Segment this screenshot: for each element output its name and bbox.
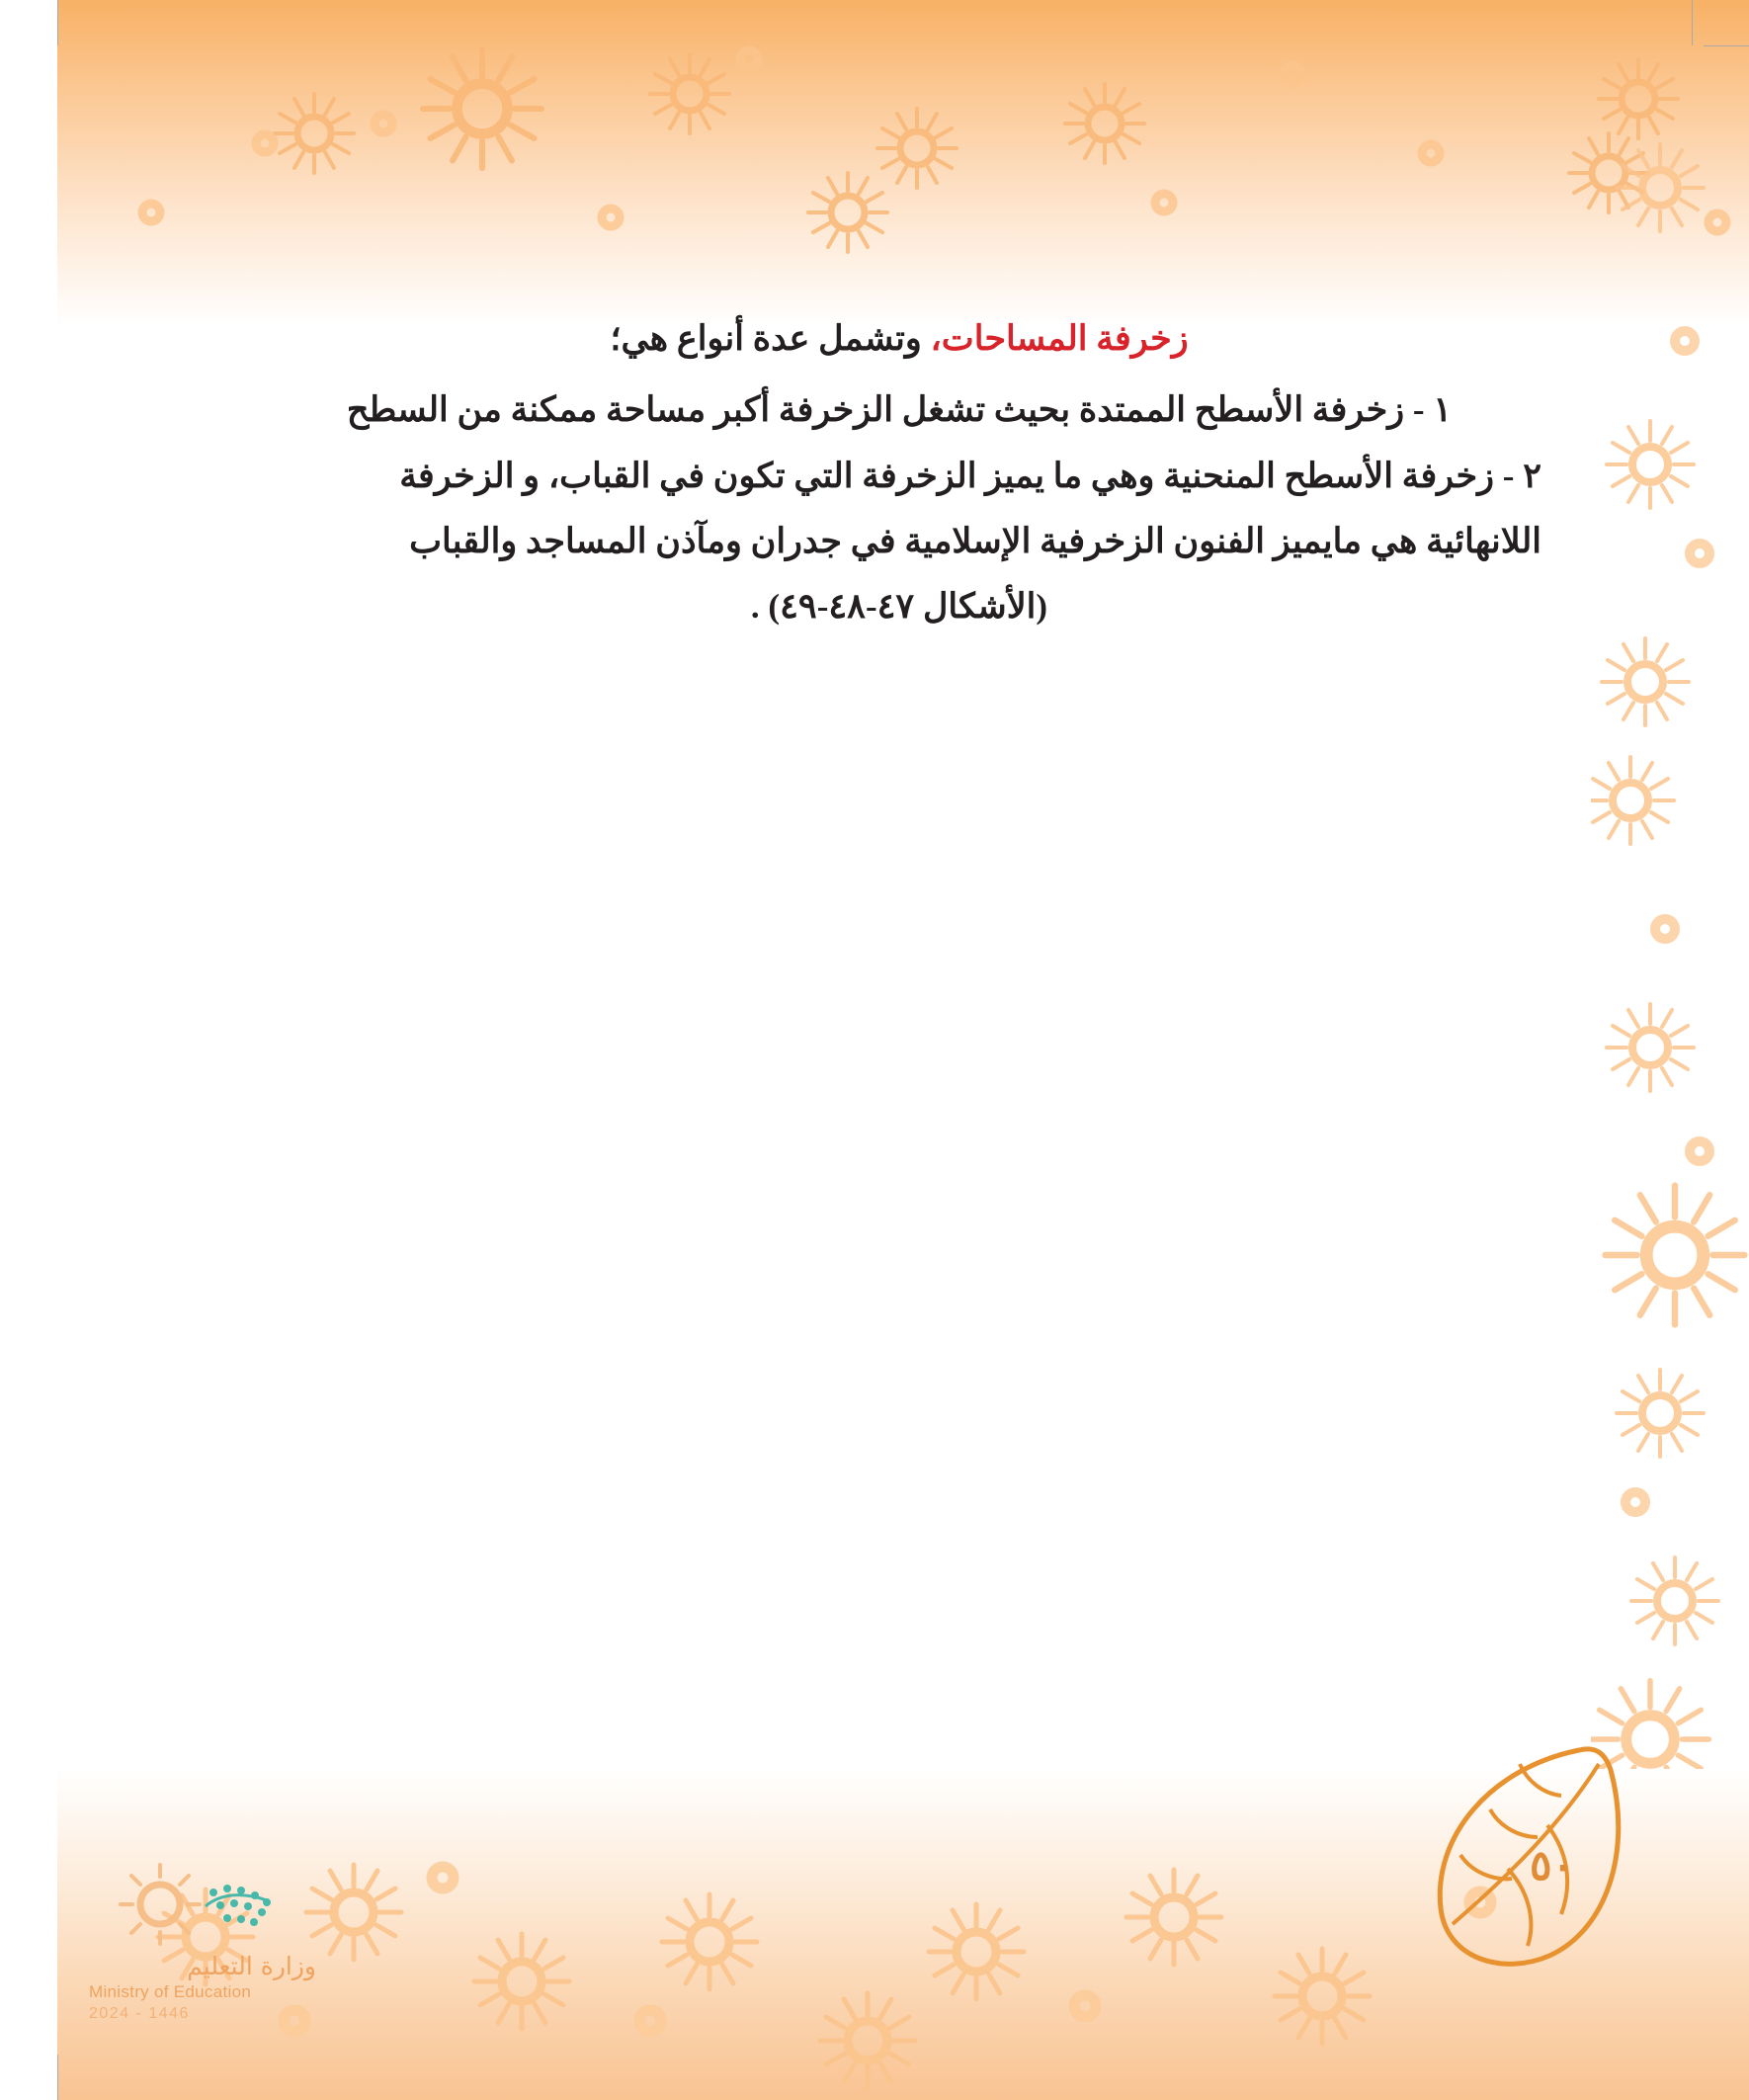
section-lead-line xyxy=(257,312,1541,366)
page-number: ٥٠ xyxy=(1530,1844,1575,1890)
page-left-margin xyxy=(0,0,57,2100)
ministry-years: 2024 - 1446 xyxy=(89,2005,190,2022)
ministry-emblem-icon xyxy=(119,1863,316,1948)
crop-mark-bottom-left xyxy=(57,2055,58,2100)
lesson-text-block xyxy=(257,312,1541,641)
list-item-2-line-1: ٢ - زخرفة الأسطح المنحنية وهي ما يميز الزخرفة التي تكون في القباب، و الزخرفة xyxy=(399,456,1541,495)
ministry-name-en: Ministry of Education xyxy=(89,1982,252,2001)
list-item-1: ١ - زخرفة الأسطح الممتدة بحيث تشغل الزخرفة أكبر مساحة ممكنة من السطح xyxy=(346,390,1453,430)
crop-mark-right-top xyxy=(1704,45,1749,46)
page-number-badge xyxy=(1413,1734,1650,1981)
crop-mark-top-right xyxy=(1692,0,1693,45)
crop-mark-top-left xyxy=(57,0,58,45)
section-lead-rest: وتشمل عدة أنواع هي؛ xyxy=(610,319,931,358)
ministry-name-ar: وزارة التعليم xyxy=(187,1952,316,1980)
ministry-logo xyxy=(89,1863,316,2023)
top-floral-pattern-icon xyxy=(57,0,1749,326)
figure-reference: (الأشكال ٤٧-٤٨-٤٩) . xyxy=(750,587,1048,627)
top-decorative-band xyxy=(57,0,1749,326)
section-highlight-term: زخرفة المساحات، xyxy=(930,319,1189,358)
list-item-2-line-2: اللانهائية هي مايميز الفنون الزخرفية الإسلامية في جدران ومآذن المساجد والقباب xyxy=(409,521,1541,560)
